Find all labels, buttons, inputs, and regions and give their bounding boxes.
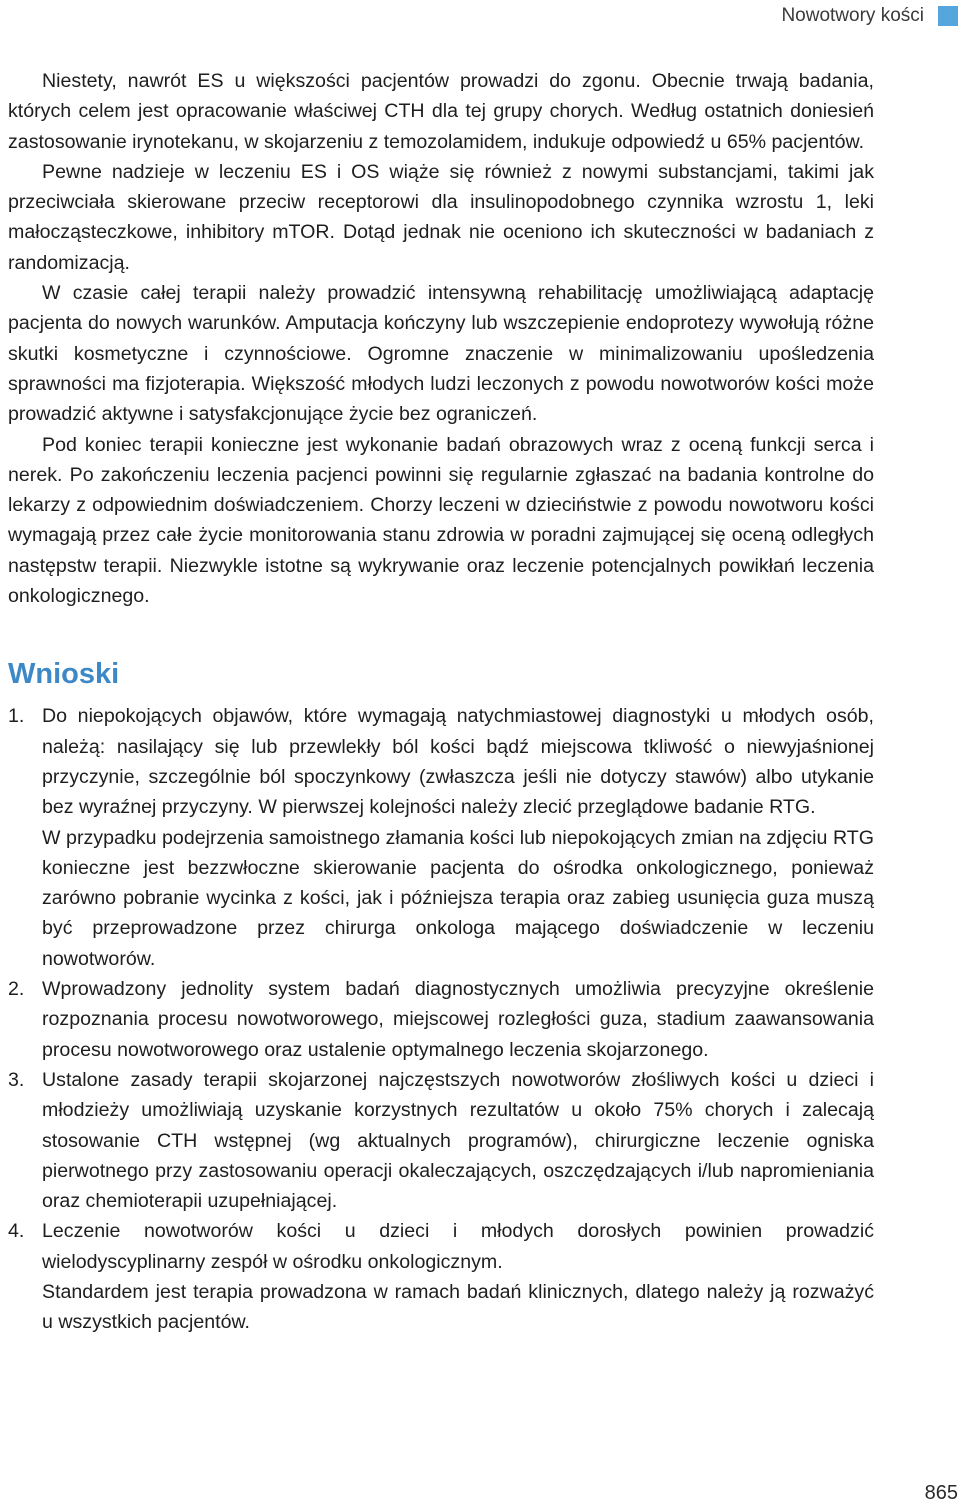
body-paragraph: Pod koniec terapii konieczne jest wykonanie badań obrazowych wraz z oceną funkcji serca i nerek. Po zakończeniu leczenia pacjenci powinni się regularnie zgłaszać na badania kontrolne do lekarzy z odpowiednim doświadczeniem. Chorzy leczeni w dzieciństwie z powodu nowotworu kości wymagają przez całe życie monitorowania stanu zdrowia w poradni zajmującej się oceną odległych następstw terapii. Niezwykle istotne są wykrywanie oraz leczenie potencjalnych powikłań leczenia onkologicznego. xyxy=(8,433,874,608)
conclusion-item xyxy=(8,1216,874,1337)
conclusion-paragraph: Leczenie nowotworów kości u dzieci i młodych dorosłych powinien prowadzić wielodyscyplinarny zespół w ośrodku onkologicznym. xyxy=(42,1220,874,1273)
section-title: Wnioski xyxy=(8,658,120,691)
header-accent-square xyxy=(938,6,958,26)
conclusion-number: 2. xyxy=(8,978,25,1001)
running-header xyxy=(781,2,960,30)
conclusion-number: 1. xyxy=(8,705,25,728)
conclusion-item xyxy=(8,1065,874,1216)
conclusion-paragraph: Do niepokojących objawów, które wymagają natychmiastowej diagnostyki u młodych osób, należą: nasilający się lub przewlekły ból kości bądź miejscowa tkliwość o niewyjaśnionej przyczynie, szczególnie ból spoczynkowy (zwłaszcza jeśli nie dotyczy stawów) albo utykanie bez wyraźnej przyczyny. W pierwszej kolejności należy zlecić przeglądowe badanie RTG. xyxy=(42,705,874,819)
conclusions-list xyxy=(8,701,874,1337)
article-body xyxy=(8,66,874,1338)
body-paragraph: W czasie całej terapii należy prowadzić intensywną rehabilitację umożliwiającą adaptację pacjenta do nowych warunków. Amputacja kończyny lub wszczepienie endoprotezy wywołują różne skutki kosmetyczne i czynnościowe. Ogromne znaczenie w minimalizowaniu upośledzenia sprawności ma fizjoterapia. Większość młodych ludzi leczonych z powodu nowotworów kości może prowadzić aktywne i satysfakcjonujące życie bez ograniczeń. xyxy=(8,282,874,426)
running-header-title: Nowotwory kości xyxy=(781,5,924,26)
conclusion-number: 3. xyxy=(8,1068,25,1091)
conclusion-item xyxy=(8,701,874,974)
conclusion-paragraph: Ustalone zasady terapii skojarzonej najczęstszych nowotworów złośliwych kości u dzieci i młodzieży umożliwiają uzyskanie korzystnych rezultatów u około 75% chorych i zalecają stosowanie CTH wstępnej (wg aktualnych programów), chirurgiczne leczenie ogniska pierwotnego przy zastosowaniu operacji okaleczających, oszczędzających i/lub napromieniania oraz chemioterapii uzupełniającej. xyxy=(42,1068,874,1213)
body-paragraph: Niestety, nawrót ES u większości pacjentów prowadzi do zgonu. Obecnie trwają badania, których celem jest opracowanie właściwej CTH dla tej grupy chorych. Według ostatnich doniesień zastosowanie irynotekanu, w skojarzeniu z temozolamidem, indukuje odpowiedź u 65% pacjentów. xyxy=(8,70,874,153)
conclusion-paragraph: Standardem jest terapia prowadzona w ramach badań klinicznych, dlatego należy ją rozważyć u wszystkich pacjentów. xyxy=(42,1280,874,1334)
conclusion-item xyxy=(8,974,874,1065)
conclusion-paragraph: W przypadku podejrzenia samoistnego złamania kości lub niepokojących zmian na zdjęciu RTG konieczne jest bezzwłoczne skierowanie pacjenta do ośrodka onkologicznego, ponieważ zarówno pobranie wycinka z kości, jak i późniejsza terapia oraz zabieg usunięcia guza muszą być przeprowadzone przez chirurga onkologa mającego doświadczenie w leczeniu nowotworów. xyxy=(42,826,874,970)
body-paragraph: Pewne nadzieje w leczeniu ES i OS wiąże się również z nowymi substancjami, takimi jak przeciwciała skierowane przeciw receptorowi dla insulinopodobnego czynnika wzrostu 1, leki małocząsteczkowe, inhibitory mTOR. Dotąd jednak nie oceniono ich skuteczności w badaniach z randomizacją. xyxy=(8,160,874,274)
conclusion-number: 4. xyxy=(8,1220,25,1243)
page-number: 865 xyxy=(924,1482,958,1504)
conclusion-paragraph: Wprowadzony jednolity system badań diagnostycznych umożliwia precyzyjne określenie rozpoznania procesu nowotworowego, miejscowej rozległości guza, stadium zaawansowania procesu nowotworowego oraz ustalenie optymalnego leczenia skojarzonego. xyxy=(42,978,874,1061)
